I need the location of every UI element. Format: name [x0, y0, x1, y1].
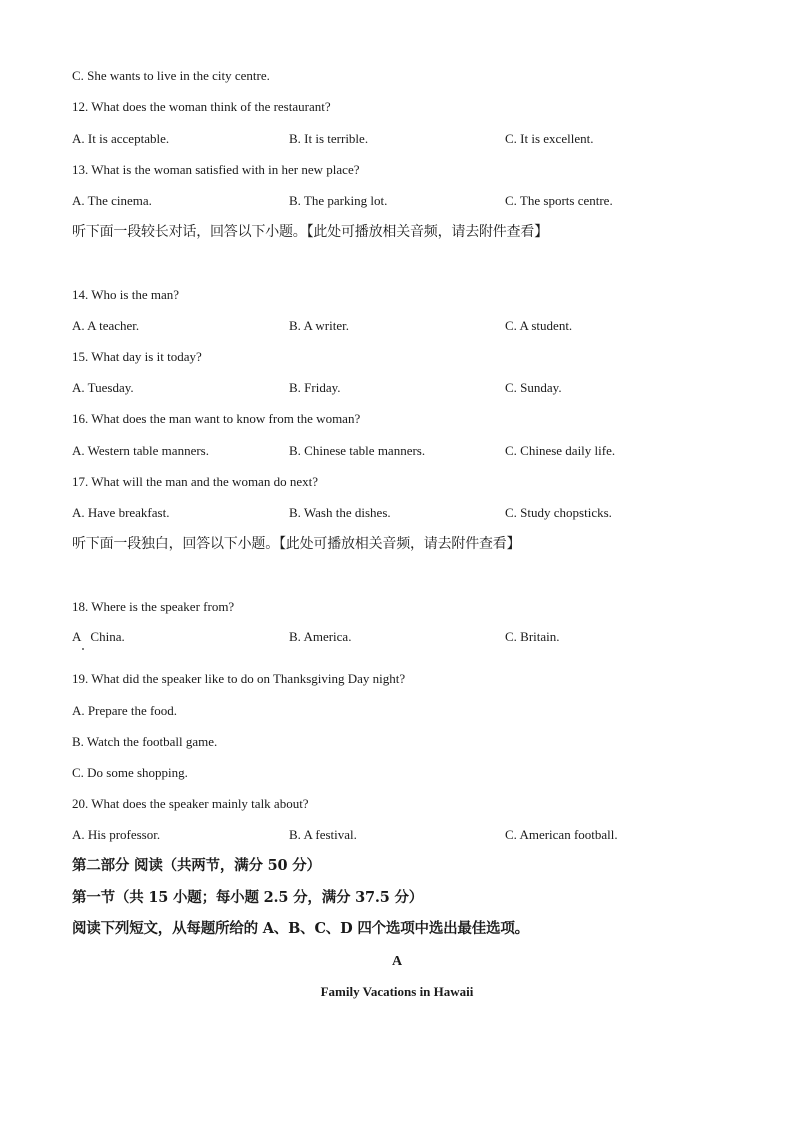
- question-16-option-c: C. Chinese daily life.: [505, 443, 616, 458]
- question-19-option-a: A. Prepare the food.: [72, 703, 178, 718]
- question-15-option-a: A. Tuesday.: [72, 380, 134, 395]
- question-18-option-b: B. America.: [289, 629, 352, 644]
- question-14: 14. Who is the man?: [72, 287, 179, 302]
- question-17-option-a: A. Have breakfast.: [72, 505, 170, 520]
- question-13-option-c: C. The sports centre.: [505, 193, 613, 208]
- question-16-option-a: A. Western table manners.: [72, 443, 209, 458]
- question-20-option-a: A. His professor.: [72, 827, 161, 842]
- question-14-option-b: B. A writer.: [289, 318, 349, 333]
- question-14-option-c: C. A student.: [505, 318, 573, 333]
- question-13-option-b: B. The parking lot.: [289, 193, 388, 208]
- question-18: 18. Where is the speaker from?: [72, 599, 235, 614]
- question-17-option-c: C. Study chopsticks.: [505, 505, 612, 520]
- question-12-option-b: B. It is terrible.: [289, 131, 369, 146]
- question-19-option-b: B. Watch the football game.: [72, 734, 218, 749]
- part-two-heading: 第二部分 阅读（共两节，满分 50 分）: [72, 857, 321, 874]
- reading-instruction: 阅读下列短文，从每题所给的 A、B、C、D 四个选项中选出最佳选项。: [72, 920, 529, 937]
- question-19-option-c: C. Do some shopping.: [72, 765, 188, 780]
- stray-dot: [82, 648, 84, 650]
- question-17: 17. What will the man and the woman do next?: [72, 474, 318, 489]
- question-18-option-a: A China.: [72, 629, 125, 644]
- question-20-option-b: B. A festival.: [289, 827, 357, 842]
- listening-instruction-monologue: 听下面一段独白，回答以下小题。【此处可播放相关音频，请去附件查看】: [72, 536, 521, 552]
- question-15-option-c: C. Sunday.: [505, 380, 562, 395]
- section-one-heading: 第一节（共 15 小题；每小题 2.5 分，满分 37.5 分）: [72, 889, 424, 906]
- question-16: 16. What does the man want to know from the woman?: [72, 411, 361, 426]
- question-15: 15. What day is it today?: [72, 349, 202, 364]
- listening-instruction-dialogue: 听下面一段较长对话，回答以下小题。【此处可播放相关音频，请去附件查看】: [72, 224, 548, 240]
- question-12-option-a: A. It is acceptable.: [72, 131, 170, 146]
- question-20: 20. What does the speaker mainly talk about?: [72, 796, 309, 811]
- question-17-option-b: B. Wash the dishes.: [289, 505, 391, 520]
- question-12-option-c: C. It is excellent.: [505, 131, 594, 146]
- question-11-option-c: C. She wants to live in the city centre.: [72, 68, 270, 83]
- question-15-option-b: B. Friday.: [289, 380, 341, 395]
- question-13: 13. What is the woman satisfied with in her new place?: [72, 162, 360, 177]
- question-16-option-b: B. Chinese table manners.: [289, 443, 426, 458]
- question-19: 19. What did the speaker like to do on Thanksgiving Day night?: [72, 671, 406, 686]
- passage-letter: A: [391, 954, 403, 969]
- question-14-option-a: A. A teacher.: [72, 318, 140, 333]
- passage-title: Family Vacations in Hawaii: [320, 984, 474, 999]
- question-13-option-a: A. The cinema.: [72, 193, 152, 208]
- question-20-option-c: C. American football.: [505, 827, 618, 842]
- question-18-option-c: C. Britain.: [505, 629, 560, 644]
- question-12: 12. What does the woman think of the restaurant?: [72, 99, 331, 114]
